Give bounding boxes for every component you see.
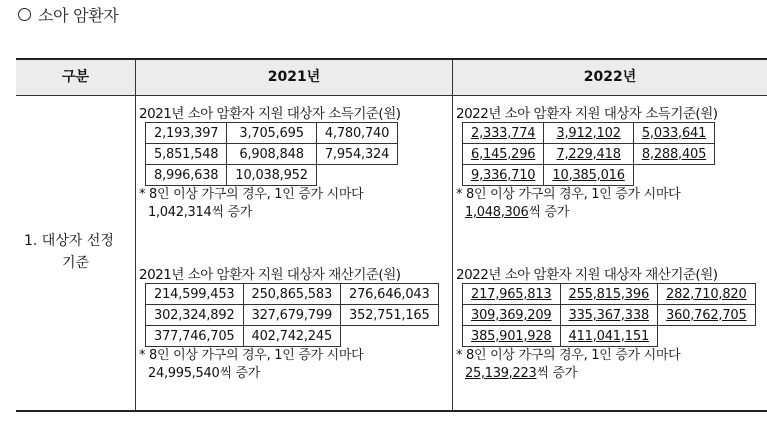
grid-cell-value: 385,901,928 bbox=[471, 328, 552, 344]
income-title-2021: 2021년 소아 암환자 지원 대상자 소득기준(원) bbox=[139, 106, 401, 122]
grid-cell bbox=[227, 123, 316, 144]
asset-note-2022-suffix: 씩 증가 bbox=[536, 366, 578, 381]
grid-cell bbox=[633, 165, 714, 186]
grid-cell-value: 9,336,710 bbox=[471, 167, 536, 183]
grid-cell-value: 4,780,740 bbox=[324, 125, 390, 141]
grid-cell bbox=[146, 165, 227, 186]
grid-cell bbox=[243, 284, 341, 305]
grid-row bbox=[146, 123, 398, 144]
criteria-table bbox=[16, 58, 767, 412]
row-label-line1: 1. 대상자 선정 bbox=[24, 233, 114, 249]
header-2022: 2022년 bbox=[583, 69, 637, 85]
grid-cell bbox=[560, 305, 658, 326]
table-header-row bbox=[16, 60, 767, 96]
grid-cell bbox=[658, 305, 756, 326]
asset-note-2021-line1: * 8인 이상 가구의 경우, 1인 증가 시마다 bbox=[139, 348, 364, 363]
income-note-2022-suffix: 씩 증가 bbox=[528, 205, 570, 220]
column-divider bbox=[452, 60, 453, 410]
asset-note-2021-suffix: 씩 증가 bbox=[219, 366, 261, 381]
income-note-2021-suffix: 씩 증가 bbox=[211, 205, 253, 220]
grid-cell bbox=[544, 165, 633, 186]
grid-cell bbox=[463, 123, 544, 144]
grid-row bbox=[146, 326, 439, 347]
grid-cell bbox=[243, 326, 341, 347]
grid-cell-value: 3,705,695 bbox=[239, 125, 304, 141]
asset-title-2021: 2021년 소아 암환자 지원 대상자 재산기준(원) bbox=[139, 267, 401, 283]
grid-cell-value: 217,965,813 bbox=[471, 286, 552, 302]
grid-cell bbox=[316, 144, 397, 165]
grid-cell-value: 5,033,641 bbox=[641, 125, 707, 141]
grid-cell-value: 8,288,405 bbox=[641, 146, 707, 162]
income-note-2022 bbox=[456, 186, 680, 222]
grid-row bbox=[146, 305, 439, 326]
grid-cell bbox=[463, 165, 544, 186]
grid-cell-value: 402,742,245 bbox=[251, 328, 333, 344]
grid-cell-value: 5,851,548 bbox=[154, 146, 219, 162]
asset-note-2022-value: 25,139,223 bbox=[465, 366, 537, 381]
grid-cell bbox=[560, 326, 658, 347]
asset-grid-2022 bbox=[462, 283, 756, 347]
grid-cell-value: 2,193,397 bbox=[154, 125, 219, 141]
asset-grid-2021 bbox=[145, 283, 439, 347]
income-note-2021-line2 bbox=[139, 204, 363, 222]
income-note-2021 bbox=[139, 186, 363, 222]
grid-cell bbox=[227, 165, 316, 186]
income-note-2021-value: 1,042,314 bbox=[148, 205, 212, 220]
header-2021: 2021년 bbox=[267, 69, 321, 85]
grid-cell-value: 6,908,848 bbox=[239, 146, 304, 162]
asset-note-2022 bbox=[456, 347, 680, 383]
grid-row bbox=[146, 165, 398, 186]
grid-cell bbox=[633, 123, 714, 144]
grid-cell-value: 7,954,324 bbox=[324, 146, 390, 162]
asset-title-2022: 2022년 소아 암환자 지원 대상자 재산기준(원) bbox=[456, 267, 718, 283]
grid-row bbox=[463, 326, 756, 347]
grid-cell-value: 327,679,799 bbox=[251, 307, 333, 323]
grid-cell bbox=[463, 305, 561, 326]
grid-row bbox=[463, 144, 715, 165]
grid-cell-value: 302,324,892 bbox=[154, 307, 235, 323]
grid-cell-value: 411,041,151 bbox=[568, 328, 650, 344]
grid-cell-value: 3,912,102 bbox=[556, 125, 621, 141]
grid-row bbox=[146, 144, 398, 165]
income-note-2022-line1: * 8인 이상 가구의 경우, 1인 증가 시마다 bbox=[456, 187, 681, 202]
section-heading-text: 소아 암환자 bbox=[38, 6, 119, 25]
income-note-2022-line2 bbox=[456, 204, 680, 222]
grid-cell bbox=[560, 284, 658, 305]
grid-cell bbox=[463, 326, 561, 347]
grid-cell bbox=[544, 144, 633, 165]
row-label bbox=[16, 230, 135, 274]
grid-cell-value: 335,367,338 bbox=[568, 307, 650, 323]
grid-cell bbox=[341, 326, 439, 347]
asset-note-2021-value: 24,995,540 bbox=[148, 366, 220, 381]
column-divider bbox=[135, 60, 136, 410]
income-note-2022-value: 1,048,306 bbox=[465, 205, 529, 220]
grid-cell bbox=[146, 123, 227, 144]
grid-cell-value: 10,038,952 bbox=[235, 167, 308, 183]
grid-cell bbox=[341, 284, 439, 305]
grid-cell bbox=[463, 144, 544, 165]
grid-row bbox=[146, 284, 439, 305]
grid-cell-value: 6,145,296 bbox=[471, 146, 536, 162]
grid-cell bbox=[544, 123, 633, 144]
grid-cell bbox=[146, 284, 244, 305]
grid-cell-value: 309,369,209 bbox=[471, 307, 552, 323]
grid-cell bbox=[658, 326, 756, 347]
grid-cell bbox=[146, 326, 244, 347]
section-heading bbox=[18, 3, 119, 26]
income-grid-2022 bbox=[462, 122, 715, 186]
grid-cell-value: 276,646,043 bbox=[349, 286, 430, 302]
grid-cell bbox=[463, 284, 561, 305]
income-note-2021-line1: * 8인 이상 가구의 경우, 1인 증가 시마다 bbox=[139, 187, 364, 202]
grid-cell-value: 352,751,165 bbox=[349, 307, 430, 323]
asset-note-2022-line2 bbox=[456, 365, 680, 383]
grid-cell-value: 255,815,396 bbox=[568, 286, 650, 302]
row-label-line2: 기준 bbox=[62, 255, 90, 271]
grid-row bbox=[463, 165, 715, 186]
grid-cell-value: 8,996,638 bbox=[154, 167, 219, 183]
grid-cell bbox=[227, 144, 316, 165]
grid-cell bbox=[146, 305, 244, 326]
grid-cell-value: 250,865,583 bbox=[251, 286, 333, 302]
income-title-2022: 2022년 소아 암환자 지원 대상자 소득기준(원) bbox=[456, 106, 718, 122]
grid-cell bbox=[243, 305, 341, 326]
grid-cell-value: 360,762,705 bbox=[666, 307, 747, 323]
income-grid-2021 bbox=[145, 122, 398, 186]
circle-bullet-icon bbox=[18, 8, 31, 21]
grid-cell bbox=[658, 284, 756, 305]
asset-note-2021 bbox=[139, 347, 363, 383]
grid-cell-value: 2,333,774 bbox=[471, 125, 536, 141]
grid-cell-value: 7,229,418 bbox=[556, 146, 621, 162]
asset-note-2021-line2 bbox=[139, 365, 363, 383]
grid-row bbox=[463, 284, 756, 305]
grid-cell bbox=[146, 144, 227, 165]
grid-cell bbox=[316, 123, 397, 144]
asset-note-2022-line1: * 8인 이상 가구의 경우, 1인 증가 시마다 bbox=[456, 348, 681, 363]
grid-cell bbox=[316, 165, 397, 186]
grid-cell bbox=[633, 144, 714, 165]
grid-row bbox=[463, 305, 756, 326]
grid-row bbox=[463, 123, 715, 144]
grid-cell-value: 214,599,453 bbox=[154, 286, 235, 302]
grid-cell-value: 377,746,705 bbox=[154, 328, 235, 344]
grid-cell-value: 10,385,016 bbox=[552, 167, 625, 183]
header-category: 구분 bbox=[61, 69, 90, 85]
grid-cell-value: 282,710,820 bbox=[666, 286, 747, 302]
grid-cell bbox=[341, 305, 439, 326]
